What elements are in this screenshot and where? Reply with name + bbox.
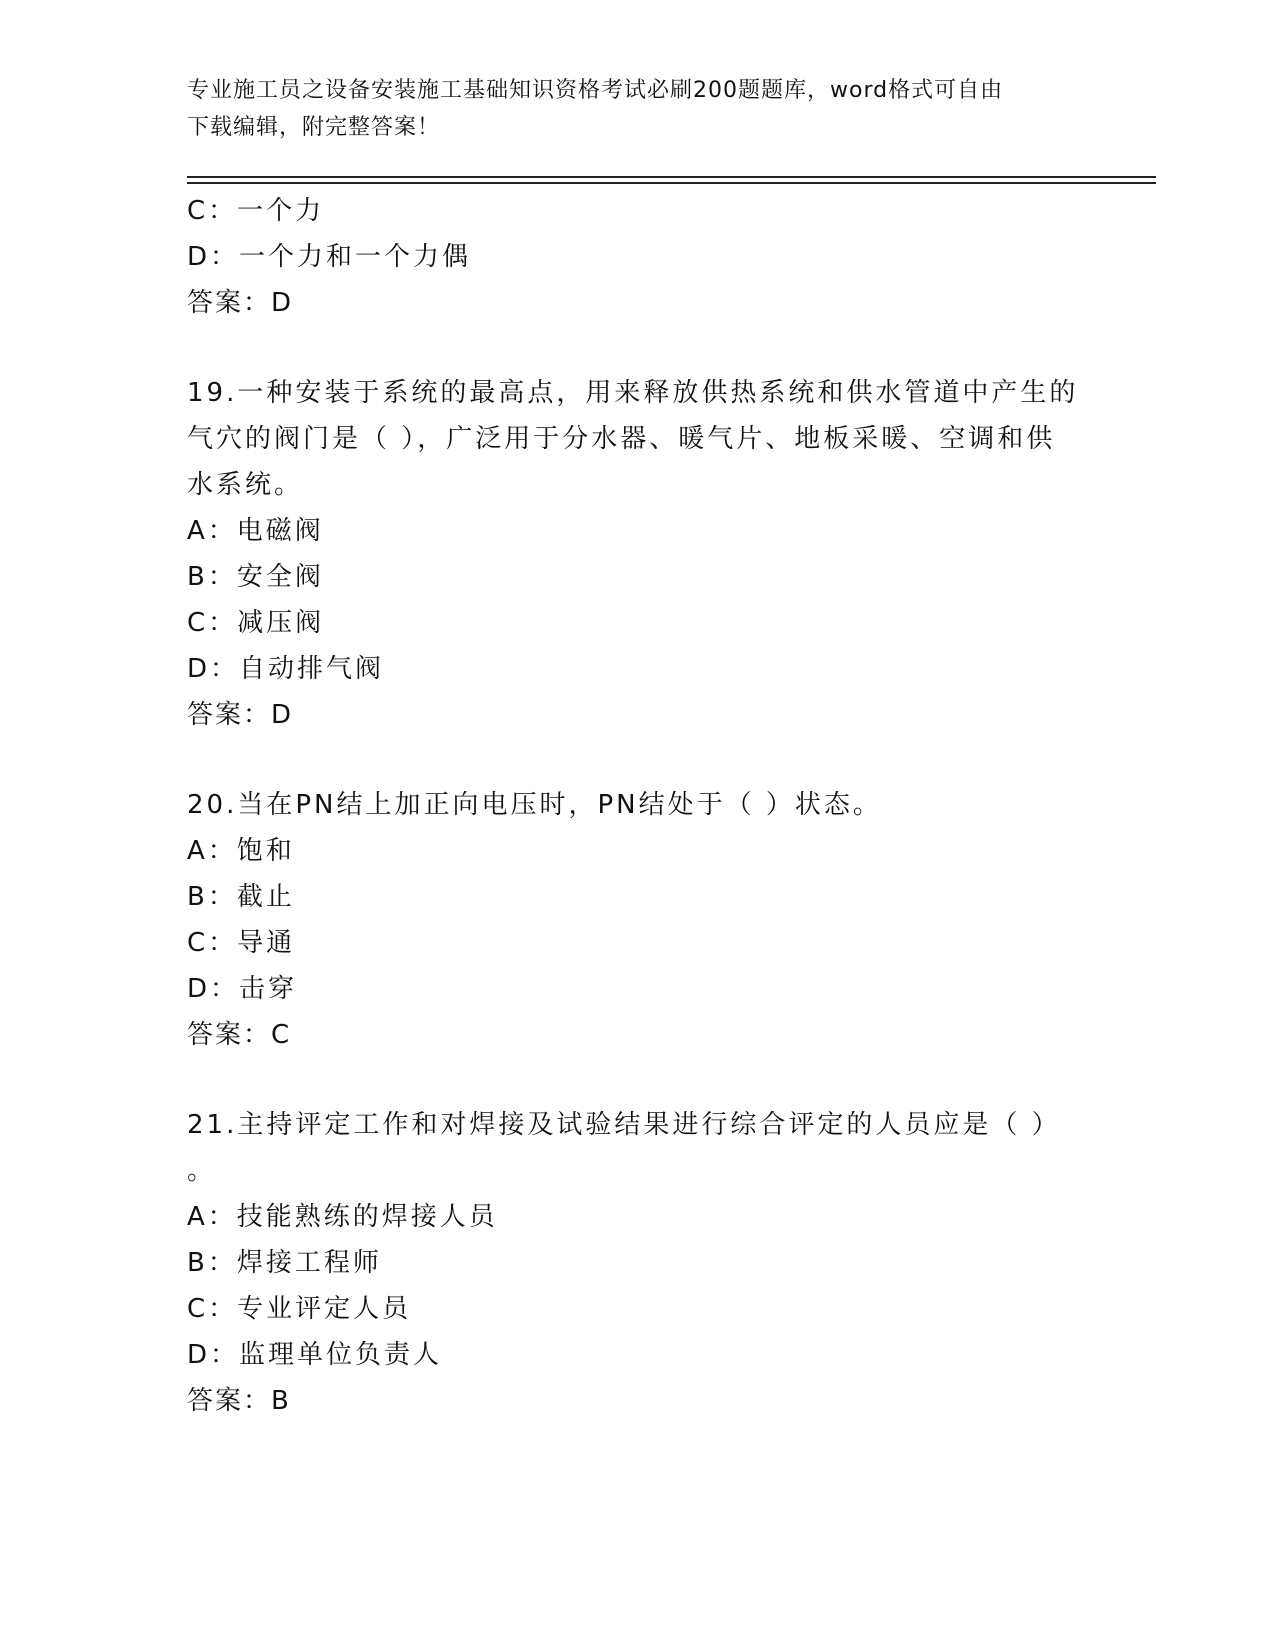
option-c: C：导通	[187, 928, 296, 958]
spacer	[187, 1058, 1087, 1102]
option-b: B：截止	[187, 882, 295, 912]
question-list	[187, 188, 1087, 1424]
option-d: D：一个力和一个力偶	[187, 242, 472, 272]
question-20	[187, 782, 1087, 1058]
header-title-line-2: 下载编辑，附完整答案！	[187, 115, 441, 140]
question-stem-line: 20.当在PN结上加正向电压时，PN结处于（ ）状态。	[187, 790, 882, 820]
answer-line: 答案：B	[187, 1386, 291, 1416]
option-a: A：饱和	[187, 836, 295, 866]
question-stem-line: 气穴的阀门是（ ），广泛用于分水器、暖气片、地板采暖、空调和供	[187, 424, 1056, 454]
question-stem-line: 21.主持评定工作和对焊接及试验结果进行综合评定的人员应是（ ）	[187, 1110, 1061, 1140]
option-d: D：监理单位负责人	[187, 1340, 443, 1370]
spacer	[187, 738, 1087, 782]
header-title-line-1: 专业施工员之设备安装施工基础知识资格考试必刷200题题库，word格式可自由	[187, 78, 1004, 103]
option-c: C：减压阀	[187, 608, 325, 638]
answer-line: 答案：D	[187, 288, 294, 318]
option-a: A：技能熟练的焊接人员	[187, 1202, 498, 1232]
question-19	[187, 370, 1087, 738]
option-d: D：自动排气阀	[187, 654, 385, 684]
prev-question-tail	[187, 188, 1087, 326]
option-b: B：焊接工程师	[187, 1248, 382, 1278]
question-stem-line: 。	[187, 1156, 217, 1186]
option-d: D：击穿	[187, 974, 298, 1004]
option-b: B：安全阀	[187, 562, 324, 592]
answer-line: 答案：C	[187, 1020, 292, 1050]
question-21	[187, 1102, 1087, 1424]
answer-line: 答案：D	[187, 700, 294, 730]
option-c: C：一个力	[187, 196, 325, 226]
question-stem-line: 19.一种安装于系统的最高点，用来释放供热系统和供水管道中产生的	[187, 378, 1079, 408]
header-divider-bottom	[187, 182, 1156, 184]
spacer	[187, 326, 1087, 370]
header-divider-top	[187, 176, 1156, 178]
option-a: A：电磁阀	[187, 516, 324, 546]
document-header	[187, 72, 1087, 146]
question-stem-line: 水系统。	[187, 470, 304, 500]
option-c: C：专业评定人员	[187, 1294, 412, 1324]
